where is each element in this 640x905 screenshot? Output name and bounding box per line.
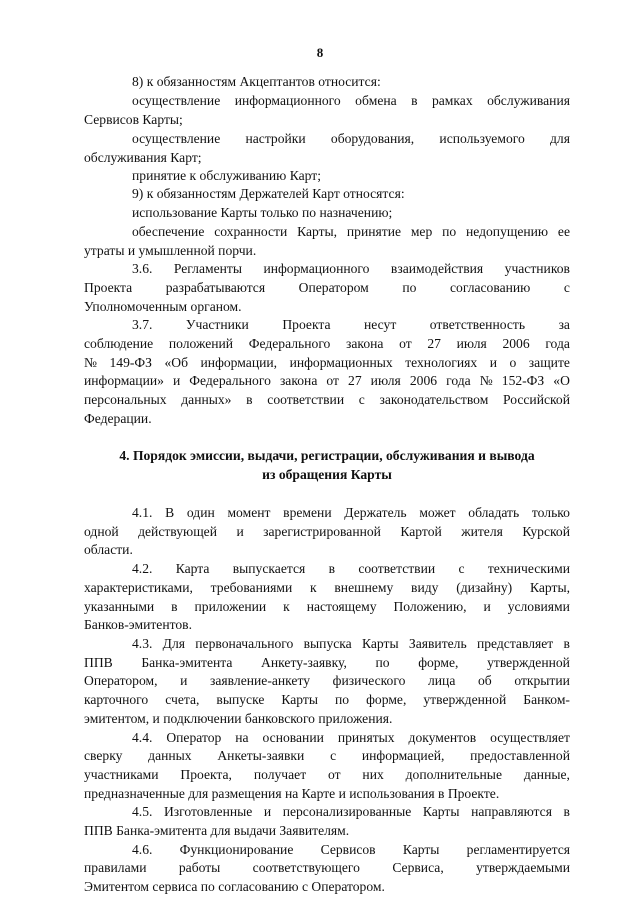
word: действующей — [138, 524, 217, 539]
word: 2006 — [502, 336, 530, 351]
word: закона — [279, 373, 318, 388]
word: ППВ — [84, 655, 113, 670]
word: используемого — [439, 131, 525, 146]
word: техническими — [487, 561, 570, 576]
word: утвержденной — [423, 692, 507, 707]
word: персонализированные — [282, 804, 412, 819]
text-line — [84, 279, 570, 296]
text-line: Федерации. — [84, 411, 152, 426]
word: документов — [408, 730, 477, 745]
text-line — [84, 747, 570, 764]
word: обслуживания — [487, 93, 570, 108]
word: Заявитель — [408, 636, 467, 651]
word: одной — [84, 524, 119, 539]
word: согласованию — [449, 280, 531, 295]
word: выпуска — [303, 636, 352, 651]
word: Карты — [422, 804, 460, 819]
word: Проекта, — [180, 767, 232, 782]
word: информационного — [234, 93, 341, 108]
word: ответственность — [429, 317, 526, 332]
word: разрабатываются — [165, 280, 266, 295]
text-line — [84, 766, 570, 783]
word: ее — [557, 224, 570, 239]
text-line — [132, 223, 570, 240]
word: 27 — [348, 373, 362, 388]
word: года — [446, 373, 471, 388]
word: защите — [528, 355, 570, 370]
word: 4.2. — [132, 561, 153, 576]
word: к — [310, 580, 317, 595]
word: Регламенты — [173, 261, 242, 276]
text-line: 8) к обязанностям Акцептантов относится: — [132, 74, 381, 89]
text-line: предназначенные для размещения на Карте и использования в Проекте. — [84, 786, 500, 801]
word: Карта — [175, 561, 210, 576]
word: технологиях — [405, 355, 478, 370]
word: внешнему — [334, 580, 394, 595]
word: № — [479, 373, 493, 388]
word: рамках — [431, 93, 473, 108]
text-line — [84, 391, 570, 408]
word: 4.6. — [132, 842, 153, 857]
word: сохранности — [214, 224, 288, 239]
word: утверждаемыми — [476, 860, 570, 875]
word: виду — [411, 580, 439, 595]
word: обладать — [468, 505, 520, 520]
word: в — [171, 599, 178, 614]
word: в — [328, 561, 335, 576]
word: Карты — [281, 692, 319, 707]
text-line: эмитентом, и подключении банковского приложения. — [84, 711, 393, 726]
word: несут — [364, 317, 397, 332]
word: счета, — [165, 692, 200, 707]
word: и — [236, 524, 244, 539]
word: Карты, — [529, 580, 570, 595]
word: соблюдение — [84, 336, 154, 351]
text-line: Уполномоченным органом. — [84, 299, 242, 314]
word: указанными — [84, 599, 155, 614]
word: и — [489, 355, 497, 370]
text-line: Банков-эмитентов. — [84, 617, 192, 632]
word: информационного — [263, 261, 370, 276]
word: предоставленной — [470, 748, 570, 763]
word: регламентируется — [466, 842, 570, 857]
word: для — [550, 131, 570, 146]
word: Проекта — [282, 317, 331, 332]
word: информационных — [289, 355, 393, 370]
word: данных» — [181, 392, 232, 407]
word: Держатель — [344, 505, 407, 520]
word: и — [483, 599, 491, 614]
word: Банка-эмитента — [141, 655, 233, 670]
word: от — [328, 767, 341, 782]
word: Положению, — [393, 599, 467, 614]
word: Федерального — [189, 373, 271, 388]
word: 3.6. — [132, 261, 153, 276]
word: «Об — [164, 355, 189, 370]
text-line: ППВ Банка-эмитента для выдачи Заявителям. — [84, 823, 350, 838]
text-line — [84, 598, 570, 615]
word: Банком- — [523, 692, 570, 707]
word: принятых — [337, 730, 395, 745]
text-line — [84, 354, 570, 371]
word: первоначального — [195, 636, 294, 651]
word: настоящему — [306, 599, 377, 614]
word: в — [563, 636, 570, 651]
word: участников — [504, 261, 570, 276]
text-line — [84, 372, 570, 389]
word: 149-ФЗ — [109, 355, 152, 370]
text-line — [84, 859, 570, 876]
text-line — [132, 841, 570, 858]
word: осуществление — [132, 131, 221, 146]
word: информации» — [84, 373, 164, 388]
word: положений — [168, 336, 234, 351]
text-line: Эмитентом сервиса по согласованию с Оператором. — [84, 879, 385, 894]
word: момент — [227, 505, 271, 520]
word: за — [558, 317, 570, 332]
word: по — [375, 655, 390, 670]
word: 4.4. — [132, 730, 153, 745]
word: соответствии — [267, 392, 345, 407]
word: соответствующего — [252, 860, 360, 875]
text-line: принятие к обслуживанию Карт; — [132, 168, 321, 183]
word: представляет — [476, 636, 554, 651]
word: выпускается — [232, 561, 306, 576]
word: Анкеты-заявки — [217, 748, 305, 763]
word: 4.5. — [132, 804, 153, 819]
text-line — [84, 523, 570, 540]
word: по — [335, 692, 350, 707]
word: в — [563, 804, 570, 819]
text-line — [132, 316, 570, 333]
word: мер — [410, 224, 433, 239]
text-line — [84, 579, 570, 596]
word: один — [186, 505, 215, 520]
word: характеристиками, — [84, 580, 193, 595]
word: недопущению — [465, 224, 549, 239]
text-line — [132, 803, 570, 820]
word: направляются — [471, 804, 552, 819]
word: Изготовленные — [163, 804, 253, 819]
word: июля — [370, 373, 401, 388]
word: Проекта — [84, 280, 133, 295]
word: (дизайну) — [456, 580, 513, 595]
word: Сервиса, — [392, 860, 444, 875]
word: года — [545, 336, 570, 351]
word: 2006 — [409, 373, 438, 388]
word: физического — [332, 673, 406, 688]
word: Оператор — [166, 730, 222, 745]
section-heading: из обращения Карты — [262, 467, 392, 482]
word: обеспечение — [132, 224, 205, 239]
text-line: использование Карты только по назначению; — [132, 205, 393, 220]
word: с — [563, 280, 570, 295]
word: законодательством — [379, 392, 489, 407]
word: на — [235, 730, 249, 745]
word: правилами — [84, 860, 147, 875]
word: условиями — [507, 599, 570, 614]
word: Карты — [402, 842, 440, 857]
word: Карты, — [297, 224, 338, 239]
word: Федерального — [248, 336, 331, 351]
word: информации, — [200, 355, 278, 370]
word: с — [358, 392, 365, 407]
word: 4.3. — [132, 636, 153, 651]
word: соответствии — [358, 561, 436, 576]
word: и — [172, 373, 181, 388]
word: от — [399, 336, 412, 351]
text-line — [84, 654, 570, 671]
text-line — [132, 130, 570, 147]
word: них — [362, 767, 384, 782]
word: 27 — [427, 336, 441, 351]
word: от — [326, 373, 339, 388]
word: основании — [262, 730, 324, 745]
text-line — [84, 691, 570, 708]
word: Для — [162, 636, 185, 651]
text-line — [84, 335, 570, 352]
word: заявление-анкету — [210, 673, 311, 688]
text-line — [132, 635, 570, 652]
text-line: области. — [84, 542, 133, 557]
text-line: 9) к обязанностям Держателей Карт относятся: — [132, 186, 405, 201]
word: Сервисов — [320, 842, 376, 857]
word: приложении — [194, 599, 267, 614]
word: Анкету-заявку, — [261, 655, 347, 670]
word: с — [330, 748, 337, 763]
word: участниками — [84, 767, 159, 782]
word: принятие — [346, 224, 402, 239]
word: о — [509, 355, 517, 370]
page-number: 8 — [316, 45, 324, 60]
word: в — [411, 93, 418, 108]
word: осуществление — [132, 93, 221, 108]
word: утвержденной — [487, 655, 570, 670]
word: и — [263, 804, 272, 819]
word: Российской — [503, 392, 570, 407]
text-line — [132, 729, 570, 746]
word: и — [180, 673, 188, 688]
word: к — [283, 599, 290, 614]
word: работы — [178, 860, 221, 875]
word: информацией, — [361, 748, 445, 763]
word: форме, — [418, 655, 459, 670]
text-line — [132, 560, 570, 577]
text-line — [132, 504, 570, 521]
word: Курской — [522, 524, 570, 539]
word: выпуске — [216, 692, 265, 707]
word: «О — [553, 373, 570, 388]
word: требованиями — [210, 580, 293, 595]
word: карточного — [84, 692, 149, 707]
word: с — [458, 561, 465, 576]
word: лица — [428, 673, 456, 688]
word: Участники — [185, 317, 249, 332]
word: Оператором — [298, 280, 369, 295]
word: Функционирование — [179, 842, 294, 857]
word: только — [531, 505, 570, 520]
word: форме, — [366, 692, 407, 707]
word: данные, — [523, 767, 570, 782]
word: открытии — [514, 673, 570, 688]
word: оборудования, — [330, 131, 415, 146]
word: зарегистрированной — [263, 524, 381, 539]
word: в — [246, 392, 253, 407]
word: по — [442, 224, 457, 239]
word: жителя — [461, 524, 503, 539]
text-line: утраты и умышленной порчи. — [84, 243, 257, 258]
word: 3.7. — [132, 317, 153, 332]
word: об — [478, 673, 492, 688]
word: данных — [148, 748, 192, 763]
word: 4.1. — [132, 505, 153, 520]
word: персональных — [84, 392, 167, 407]
word: Карты — [362, 636, 399, 651]
text-line — [84, 672, 570, 689]
text-line — [132, 92, 570, 109]
word: № — [84, 355, 97, 370]
word: настройки — [245, 131, 306, 146]
word: может — [419, 505, 456, 520]
word: сверку — [84, 748, 123, 763]
word: по — [402, 280, 417, 295]
text-line: Сервисов Карты; — [84, 112, 183, 127]
word: Картой — [400, 524, 442, 539]
word: получает — [253, 767, 307, 782]
word: В — [165, 505, 175, 520]
word: времени — [283, 505, 332, 520]
word: осуществляет — [490, 730, 570, 745]
word: Оператором, — [84, 673, 158, 688]
word: обмена — [355, 93, 397, 108]
word: закона — [346, 336, 384, 351]
word: июля — [456, 336, 487, 351]
section-heading: 4. Порядок эмиссии, выдачи, регистрации, обслуживания и вывода — [119, 448, 535, 463]
text-line: обслуживания Карт; — [84, 150, 202, 165]
word: дополнительные — [405, 767, 502, 782]
text-line — [132, 260, 570, 277]
word: 152-ФЗ — [501, 373, 545, 388]
word: взаимодействия — [390, 261, 484, 276]
